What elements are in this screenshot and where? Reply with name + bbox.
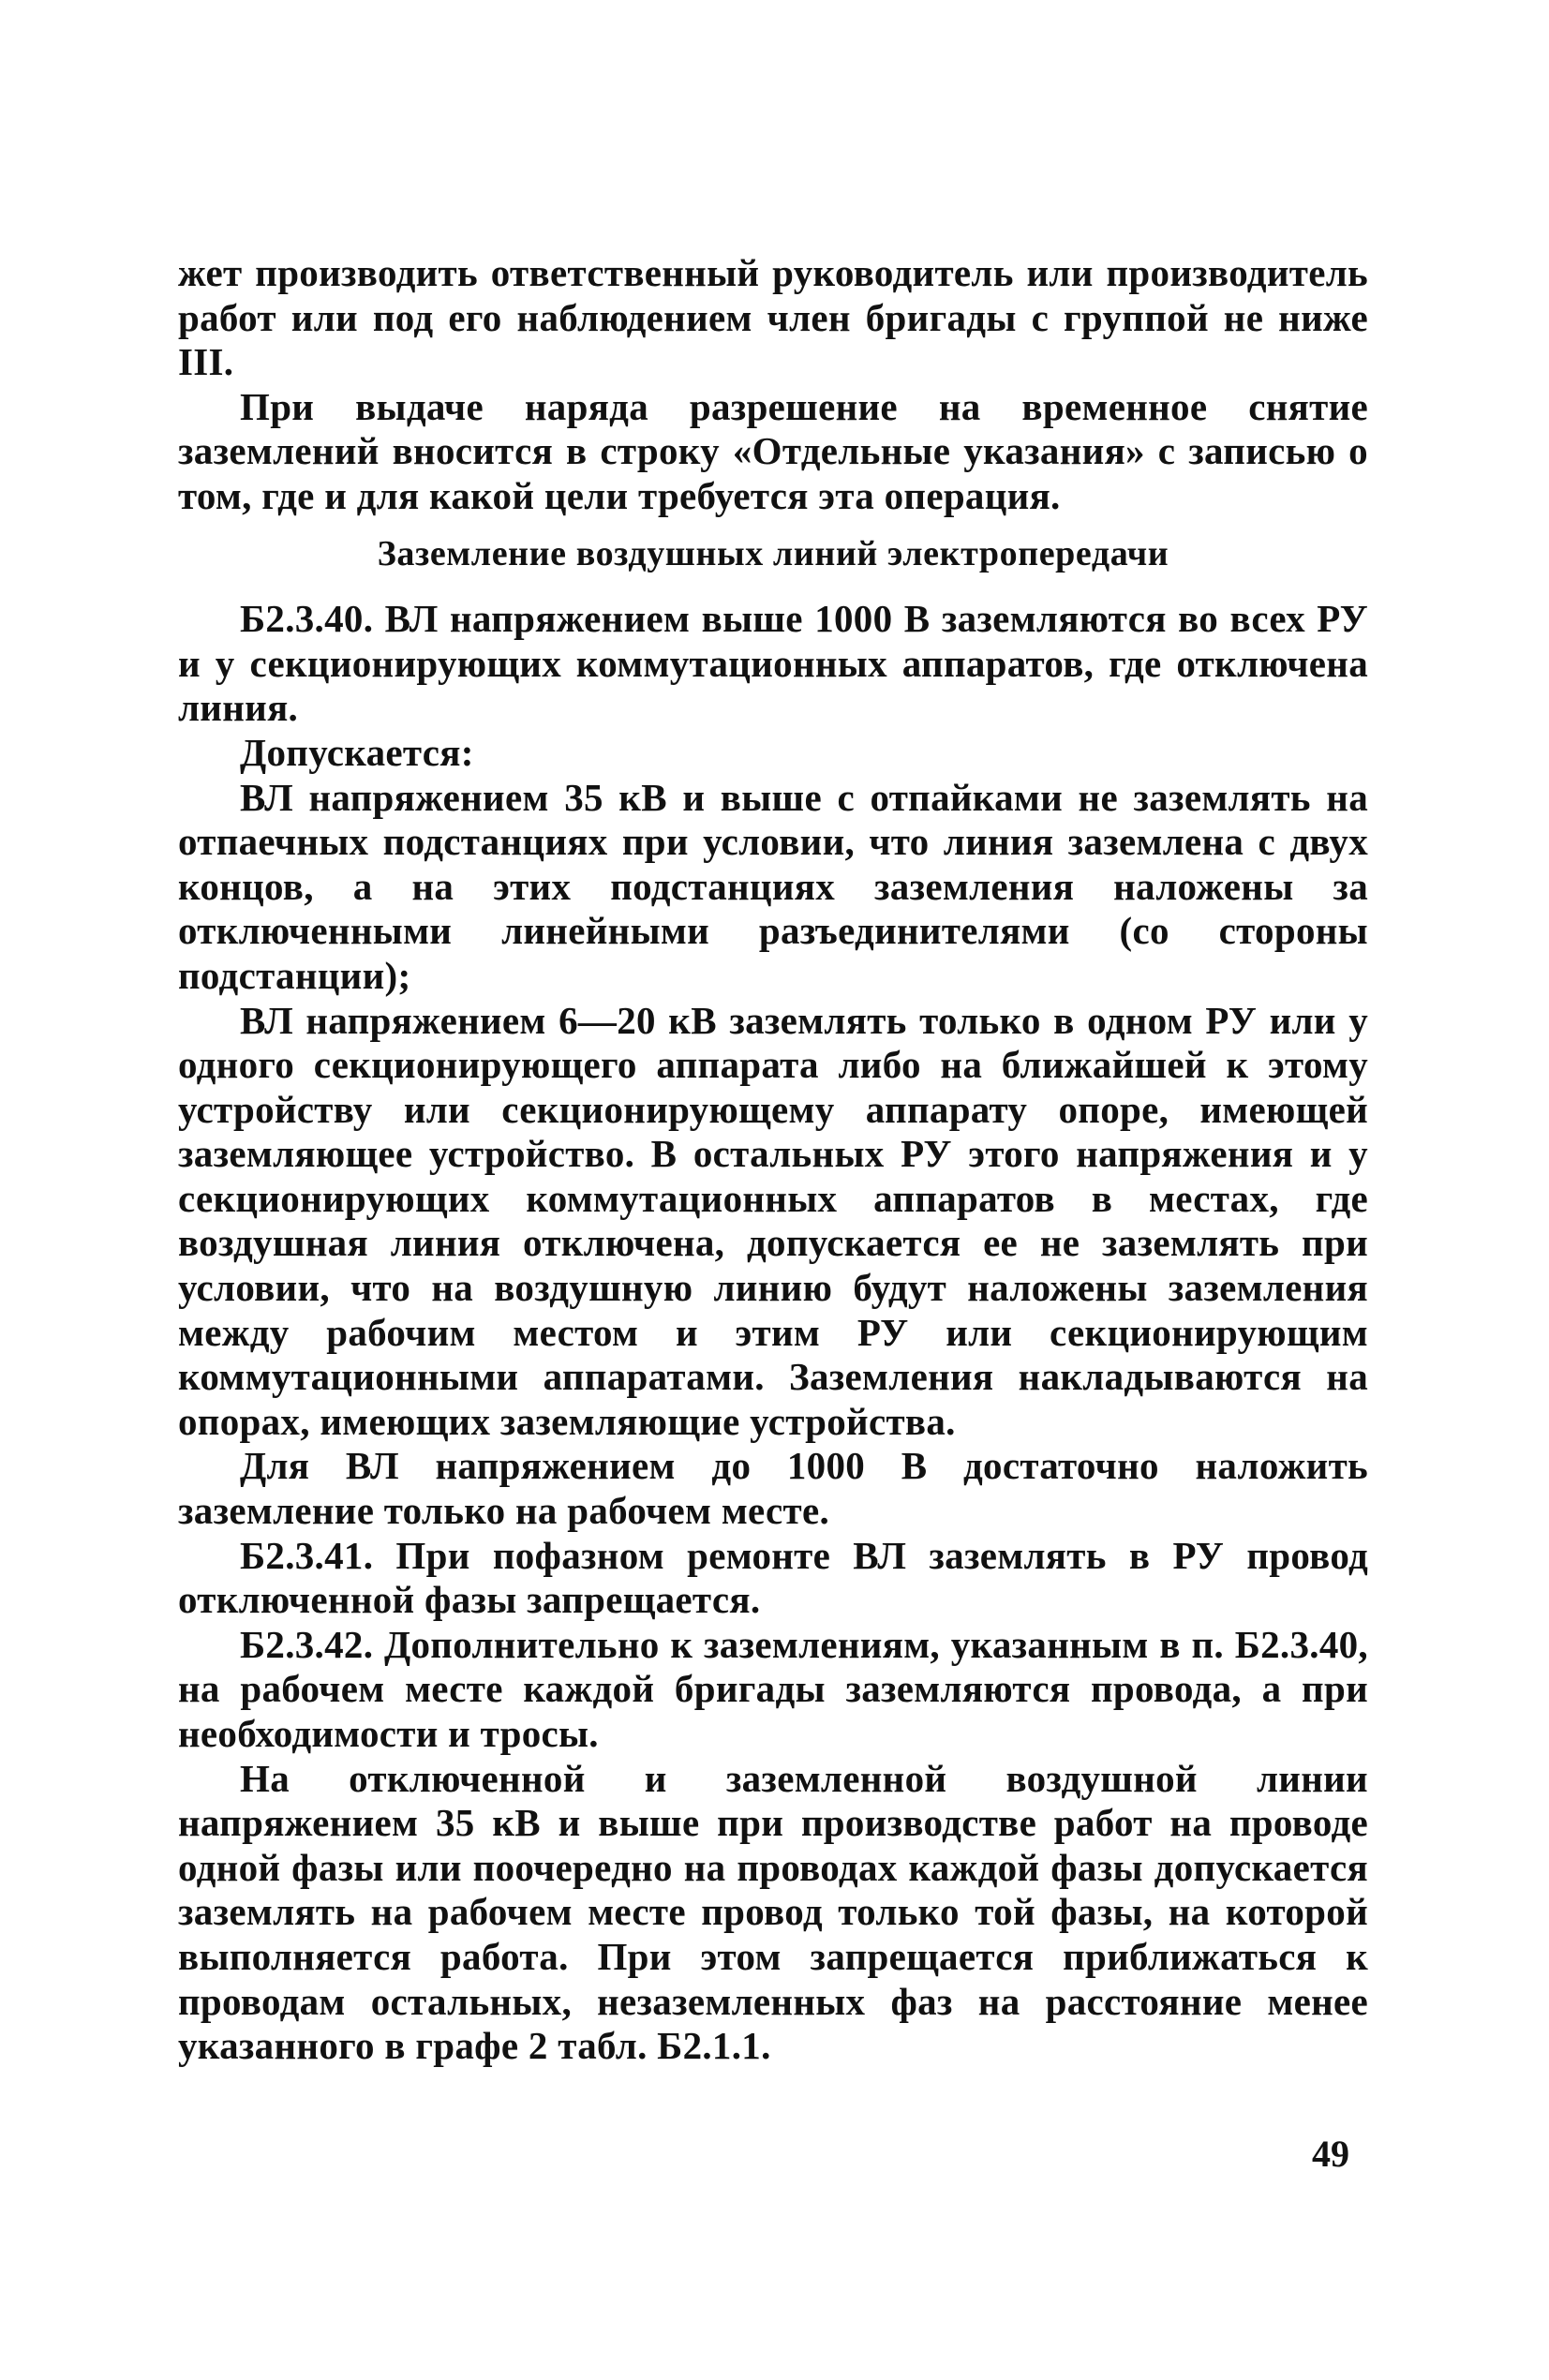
paragraph-order-note: При выдаче наряда разрешение на временное снятие заземлений вносится в строку «Отдельные указания» с записью о том, где и для какой цели требуется эта операция. <box>178 384 1368 517</box>
paragraph-b2-3-42: Б2.3.42. Дополнительно к заземлениям, указанным в п. Б2.3.40, на рабочем месте каждой бригады заземляются провода, а при необходимости и тросы. <box>178 1622 1368 1755</box>
paragraph-b2-3-41: Б2.3.41. При пофазном ремонте ВЛ заземлять в РУ провод отключенной фазы запрещается. <box>178 1533 1368 1622</box>
page-number: 49 <box>1312 2133 1349 2175</box>
section-heading: Заземление воздушных линий электропередачи <box>377 533 1169 573</box>
paragraph-allowed: Допускается: <box>240 730 474 774</box>
paragraph-b2-3-40: Б2.3.40. ВЛ напряжением выше 1000 В заземляются во всех РУ и у секционирующих коммутационных аппаратов, где отключена линия. <box>178 597 1368 730</box>
body-text <box>178 251 1368 2069</box>
paragraph-continuation: жет производить ответственный руководитель или производитель работ или под его наблюдением член бригады с группой не ниже III. <box>178 251 1368 384</box>
paragraph-1000v: Для ВЛ напряжением до 1000 В достаточно наложить заземление только на рабочем месте. <box>178 1444 1368 1533</box>
paragraph-35kv-phase: На отключенной и заземленной воздушной линии напряжением 35 кВ и выше при производстве работ на проводе одной фазы или поочередно на проводах каждой фазы допускается заземлять на рабочем месте провод только той фазы, на которой выполняется работа. При этом запрещается приближаться к проводам остальных, незаземленных фаз на расстояние менее указанного в графе 2 табл. Б2.1.1. <box>178 1756 1368 2068</box>
paragraph-35kv-taps: ВЛ напряжением 35 кВ и выше с отпайками не заземлять на отпаечных подстанциях при условии, что линия заземлена с двух концов, а на этих подстанциях заземления наложены за отключенными линейными разъединителями (со стороны подстанции); <box>178 775 1368 997</box>
paragraph-6-20kv: ВЛ напряжением 6—20 кВ заземлять только в одном РУ или у одного секционирующего аппарата либо на ближайшей к этому устройству или секционирующему аппарату опоре, имеющей заземляющее устройство. В остальных РУ этого напряжения и у секционирующих коммутационных аппаратов в местах, где воздушная линия отключена, допускается ее не заземлять при условии, что на воздушную линию будут наложены заземления между рабочим местом и этим РУ или секционирующим коммутационными аппаратами. Заземления накладываются на опорах, имеющих заземляющие устройства. <box>178 998 1368 1443</box>
